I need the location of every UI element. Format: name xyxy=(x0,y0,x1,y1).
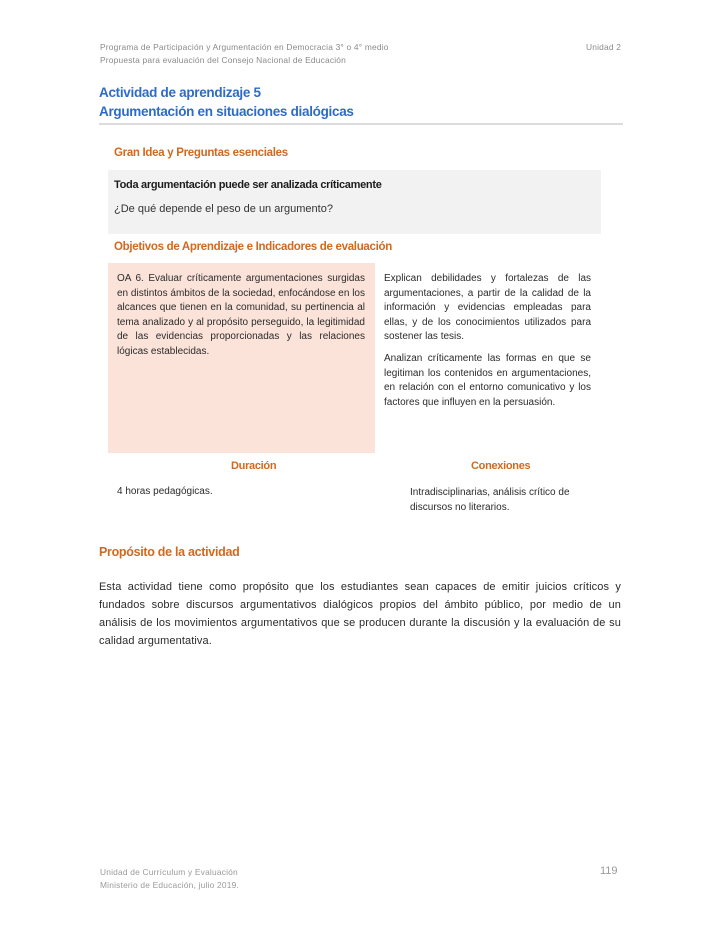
purpose-text: Esta actividad tiene como propósito que los estudiantes sean capaces de emitir juicios críticos y fundados sobre discursos argumentativos dialógicos propios del ámbito público, por medio de un análisis de los movimientos argumentativos que se producen durante la discusión y la evaluación de su calidad argumentativa. xyxy=(99,581,621,647)
unit-label: Unidad 2 xyxy=(586,42,622,52)
oa-description: Evaluar críticamente argumentaciones surgidas en distintos ámbitos de la sociedad, enfocándose en los alcances que tienen en la comunidad, su pertinencia al tema analizado y al propósito perseguido, la legitimidad de las evidencias proporcionadas y las relaciones lógicas establecidas. xyxy=(117,273,365,357)
proposal-line: Propuesta para evaluación del Consejo Nacional de Educación xyxy=(100,55,346,65)
essential-question: ¿De qué depende el peso de un argumento? xyxy=(114,203,333,215)
oa-label: OA 6. xyxy=(117,273,144,284)
indicator-item: Analizan críticamente las formas en que se legitiman los contenidos en argumentaciones, en relación con el entorno comunicativo y los factores que influyen en la persuasión. xyxy=(384,352,591,408)
connections-heading: Conexiones xyxy=(471,460,531,472)
title-divider xyxy=(99,123,623,125)
duration-value: 4 horas pedagógicas. xyxy=(117,486,213,497)
indicators-list xyxy=(384,272,591,417)
footer-unit-line: Unidad de Currículum y Evaluación xyxy=(100,867,238,877)
big-idea-statement: Toda argumentación puede ser analizada críticamente xyxy=(114,179,382,191)
activity-subtitle: Argumentación en situaciones dialógicas xyxy=(99,104,354,119)
oa-text-block xyxy=(117,272,365,360)
page-title xyxy=(99,83,354,121)
duration-heading: Duración xyxy=(231,460,277,472)
page-number: 119 xyxy=(600,865,618,877)
program-line: Programa de Participación y Argumentación en Democracia 3° o 4° medio xyxy=(100,42,389,52)
purpose-heading: Propósito de la actividad xyxy=(99,545,240,559)
footer-ministry-line: Ministerio de Educación, julio 2019. xyxy=(100,880,239,890)
connections-value: Intradisciplinarias, análisis crítico de discursos no literarios. xyxy=(410,487,570,513)
activity-title: Actividad de aprendizaje 5 xyxy=(99,85,261,100)
indicator-item: Explican debilidades y fortalezas de las argumentaciones, a partir de la calidad de la información y evidencias empleadas para ellas, y de los conocimientos utilizados para sostener las tesis. xyxy=(384,273,591,343)
big-idea-heading: Gran Idea y Preguntas esenciales xyxy=(114,147,288,159)
page-header-left xyxy=(100,41,389,67)
objectives-heading: Objetivos de Aprendizaje e Indicadores de evaluación xyxy=(114,241,392,253)
page-footer xyxy=(100,866,239,892)
